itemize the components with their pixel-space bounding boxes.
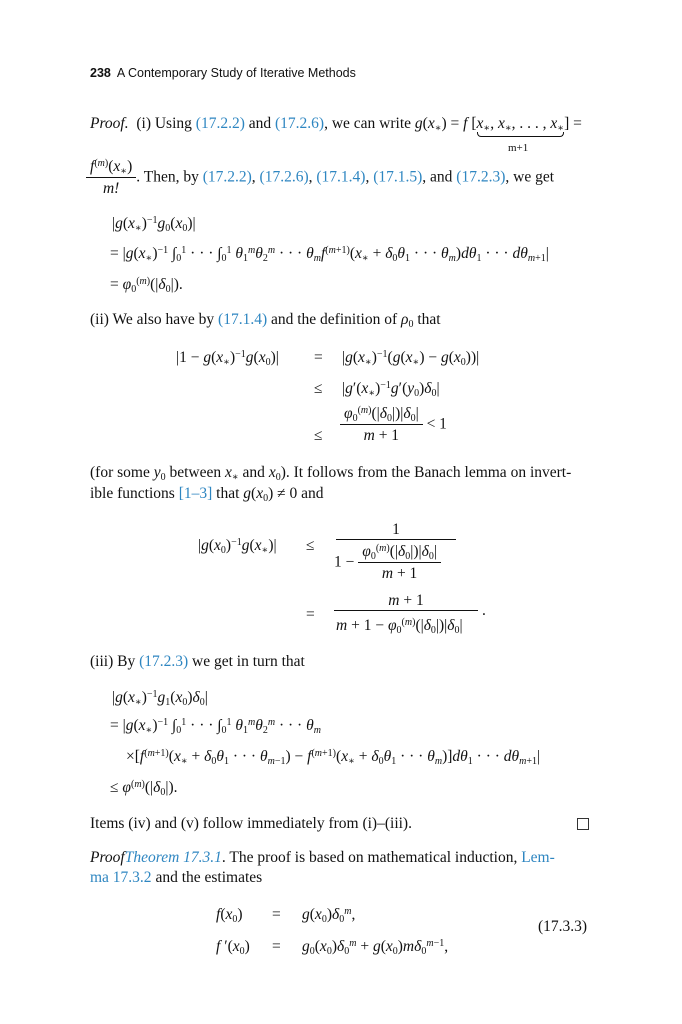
proof-ii-line: (ii) We also have by (17.1.4) and the definition of $\rho_0$ that <box>90 311 441 330</box>
text: between <box>169 464 222 481</box>
proof-i-line2: $\frac{f^{(m)}(x_∗)}{m!}$ . Then, by (17.2.2), (17.2.6), (17.1.4), (17.1.5), and (17.2.3), we get <box>86 158 554 198</box>
ref-17-2-6[interactable]: (17.2.6) <box>275 115 325 132</box>
ref-17-2-3[interactable]: (17.2.3) <box>456 168 506 186</box>
underbrace: $x_∗$, $x_∗$, . . . , $x_∗$ <box>476 115 565 134</box>
est-rel2: = <box>272 938 281 955</box>
text: m! <box>102 180 120 197</box>
ref-17-1-4[interactable]: (17.1.4) <box>218 311 268 328</box>
items-line: Items (iv) and (v) follow immediately from (i)–(iii). <box>90 815 412 832</box>
text: and <box>248 115 272 132</box>
text: < 1 <box>426 415 447 433</box>
eq-inv-lhs: $|g(x_0)^{-1}g(x_∗)|$ <box>198 537 277 556</box>
text: . Then, by <box>136 168 199 186</box>
eq-iii-4: ≤ $\varphi^{(m)}(|\delta_0|)$. <box>110 779 178 798</box>
eq-ii-rel2: ≤ <box>314 380 323 397</box>
eq-ii-rhs3 <box>340 405 447 445</box>
text: . The proof is based on mathematical induction, <box>221 849 518 866</box>
text: . It follows from the Banach lemma on invert- <box>285 464 572 481</box>
text: and the estimates <box>155 869 263 886</box>
ref-17-2-2[interactable]: (17.2.2) <box>202 168 252 186</box>
proof-thm-line1 <box>90 849 555 867</box>
eq-inv-rel2: = <box>306 606 315 623</box>
qed-symbol <box>577 818 589 830</box>
text: and <box>242 464 265 481</box>
eq-i-2: = $|g(x_∗)^{-1}$ $\int_0^1$ · · · $\int_0^1$ $\theta_1^m\theta_2^m$ · · · $\theta_mf^{(m+1)}(x_∗ + \delta_0\theta_1$ · · · $\theta_m)d\theta_1$ · · · $d\theta_{m+1}|$ <box>110 245 549 264</box>
banach-line1: (for some $y_0$ between $x_∗$ and $x_0$). It follows from the Banach lemma on invert- <box>90 464 572 483</box>
ref-17-1-4[interactable]: (17.1.4) <box>316 168 366 186</box>
eq-iii-2: = $|g(x_∗)^{-1}$ $\int_0^1$ · · · $\int_0^1$ $\theta_1^m\theta_2^m$ · · · $\theta_m$ <box>110 717 321 736</box>
eq-i-1: $|g(x_∗)^{-1}g_0(x_0)|$ <box>112 215 196 234</box>
underbrace-label: m+1 <box>508 142 529 154</box>
eq-iii-3: $\times[f^{(m+1)}(x_∗ + \delta_0\theta_1$ · · · $\theta_{m-1}) - f^{(m+1)}(x_∗ + \delta_0\theta_1$ · · · $\theta_m)]d\theta_1$ · · · $d\theta_{m+1}|$ <box>126 748 541 767</box>
ref-17-2-6[interactable]: (17.2.6) <box>259 168 309 186</box>
est-rhs2: $g_0(x_0)\delta_0^m + g(x_0)m\delta_0^{m-1}$, <box>302 938 449 957</box>
eq-inv-den1: 1 − $\frac{\varphi_0^{(m)}(|\delta_0|)|\delta_0|}{m + 1}$ <box>334 543 441 583</box>
running-header <box>90 66 356 80</box>
page-number: 238 <box>90 66 111 80</box>
text: that <box>417 311 441 328</box>
text: we get in turn that <box>192 653 305 670</box>
est-rel1: = <box>272 906 281 923</box>
ref-lemma-a[interactable]: Lem- <box>521 849 555 866</box>
banach-line2: ible functions [1–3] that $g(x_0) \ne 0$ and <box>90 485 324 504</box>
ref-17-2-2[interactable]: (17.2.2) <box>195 115 245 132</box>
eq-ii-rhs1: $|g(x_∗)^{-1}(g(x_∗) - g(x_0))|$ <box>342 349 480 368</box>
eq-i-3: = $\varphi_0^{(m)}(|\delta_0|)$. <box>110 276 183 295</box>
eq-ii-lhs: $|1 - g(x_∗)^{-1}g(x_0)|$ <box>176 349 279 368</box>
proof-label: Proof. <box>90 115 129 132</box>
text: and the definition of <box>270 311 398 328</box>
eq-inv-num2: m + 1 <box>334 592 478 611</box>
eq-ii-rel3: ≤ <box>314 427 323 444</box>
ref-17-1-5[interactable]: (17.1.5) <box>373 168 423 186</box>
ref-theorem[interactable]: Theorem 17.3.1 <box>124 849 222 866</box>
ref-17-2-3[interactable]: (17.2.3) <box>139 653 189 670</box>
eq-inv-num1: 1 <box>336 521 456 540</box>
eq-inv-den2: $m + 1 - \varphi_0^{(m)}(|\delta_0|)|\delta_0|$ <box>336 617 463 636</box>
eq-ii-rel1: = <box>314 349 323 366</box>
eq-ii-rhs2: $|g'(x_∗)^{-1}g'(y_0)\delta_0|$ <box>342 380 440 399</box>
fraction: $\frac{\varphi_0^{(m)}(|\delta_0|)|\delta_0|}{m + 1}$ <box>340 405 423 445</box>
eq-inv-rel1: ≤ <box>306 537 315 554</box>
proof-iii-line <box>90 653 305 671</box>
text: (iii) By <box>90 653 136 670</box>
text: , we can write <box>324 115 412 132</box>
text: ≠ 0 and <box>277 485 324 502</box>
est-lhs1: $f(x_0)$ <box>216 906 243 925</box>
text: , we get <box>505 168 555 186</box>
running-title: A Contemporary Study of Iterative Methods <box>116 66 356 80</box>
period: . <box>482 602 486 619</box>
ref-1-3[interactable]: [1–3] <box>178 485 213 502</box>
eq-iii-1: $|g(x_∗)^{-1}g_1(x_0)\delta_0|$ <box>112 689 208 708</box>
est-lhs2: f $'(x_0)$ <box>216 938 250 957</box>
text: Proof <box>90 849 125 866</box>
text: (i) Using <box>136 115 192 132</box>
est-rhs1: $g(x_0)\delta_0^m$, <box>302 906 356 925</box>
fraction: $\frac{\varphi_0^{(m)}(|\delta_0|)|\delta_0|}{m + 1}$ <box>358 543 441 583</box>
ref-lemma-b[interactable]: ma 17.3.2 <box>90 869 152 886</box>
text: ible functions <box>90 485 175 502</box>
equation-number: (17.3.3) <box>538 918 588 935</box>
text: (ii) We also have by <box>90 311 215 328</box>
text: , and <box>422 168 453 186</box>
proof-i-line1: Proof. (i) Using (17.2.2) and (17.2.6), we can write $g(x_∗) = f$ [$x_∗$, $x_∗$, . . . , $x_∗$] = <box>90 115 582 134</box>
fraction: $\frac{f^{(m)}(x_∗)}{m!}$ <box>86 158 136 198</box>
proof-thm-line2 <box>90 869 262 887</box>
text: (for some <box>90 464 150 481</box>
text: that <box>216 485 240 502</box>
